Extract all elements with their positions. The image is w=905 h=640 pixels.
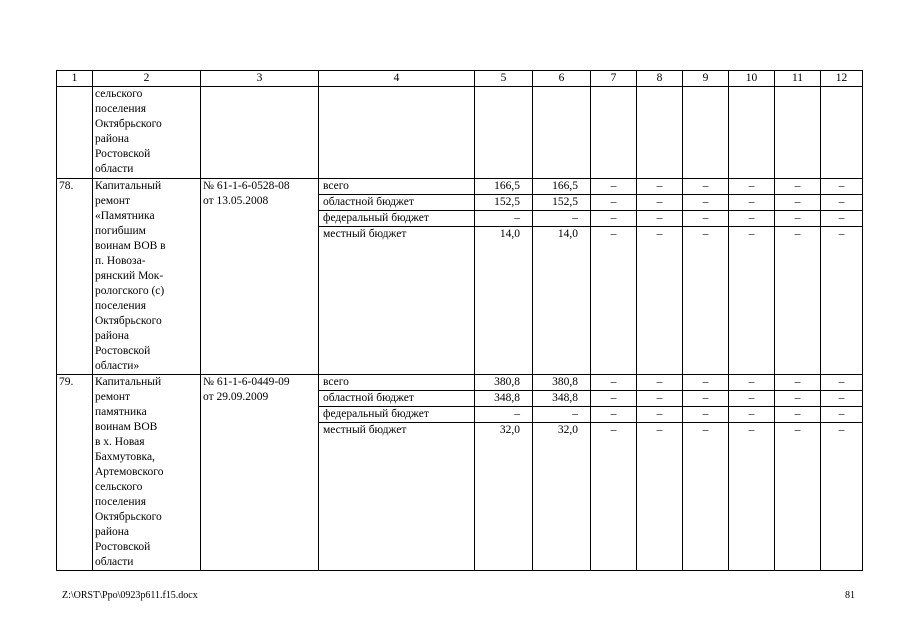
dash-value: – [591,391,636,407]
value-col6: – [533,407,590,423]
header-row [57,71,863,87]
funding-source: всего [319,179,474,195]
dash-value: – [821,375,862,391]
dash-value: – [683,391,728,407]
funding-source: областной бюджет [319,195,474,211]
dash-value: – [637,391,682,407]
dash-value: – [637,211,682,227]
dash-value: – [591,407,636,423]
dash-value: – [729,391,774,407]
funding-source-cell [319,179,475,375]
dash-value: – [794,424,801,436]
dash-cell [591,375,637,571]
value-col6-cell [533,375,591,571]
dash-value: – [637,375,682,391]
dash-value: – [775,195,820,211]
value-col6: 32,0 [557,424,578,436]
dash-cell [729,375,775,571]
dash-cell [591,179,637,375]
value-col5: 14,0 [499,228,520,240]
object-name: Капитальный ремонт «Памятника погибшим воинам ВОВ в п. Новоза- рянский Мок- рологского (с) поселения Октябрьского района Ростовской области» [93,179,201,375]
col-header: 9 [683,71,729,87]
col-header: 2 [93,71,201,87]
col-header: 12 [821,71,863,87]
value-col5-cell [475,375,533,571]
dash-value: – [729,375,774,391]
value-col5: 348,8 [475,391,532,407]
dash-value: – [794,228,801,240]
dash-cell [821,375,863,571]
funding-source-cell [319,375,475,571]
funding-source: областной бюджет [319,391,474,407]
value-col5-cell [475,179,533,375]
dash-value: – [748,424,755,436]
col-header: 4 [319,71,475,87]
dash-value: – [610,424,617,436]
col-header: 11 [775,71,821,87]
budget-table [56,70,863,571]
document-ref: № 61-1-6-0528-08 от 13.05.2008 [201,179,319,375]
dash-value: – [591,211,636,227]
dash-value: – [637,407,682,423]
dash-value: – [637,179,682,195]
dash-cell [637,375,683,571]
col-header: 1 [57,71,93,87]
dash-value: – [821,179,862,195]
dash-value: – [775,211,820,227]
dash-cell [683,179,729,375]
value-col5: – [475,407,532,423]
value-col5: 32,0 [499,424,520,436]
value-col6: – [533,211,590,227]
object-name: Капитальный ремонт памятника воинам ВОВ в х. Новая Бахмутовка, Артемовского сельского поселения Октябрьского района Ростовской области [93,375,201,571]
dash-value: – [821,195,862,211]
dash-value: – [838,228,845,240]
dash-value: – [729,407,774,423]
col-header: 10 [729,71,775,87]
col-header: 8 [637,71,683,87]
dash-value: – [702,228,709,240]
value-col5: 152,5 [475,195,532,211]
value-col6: 348,8 [533,391,590,407]
value-col5: 380,8 [475,375,532,391]
dash-value: – [656,424,663,436]
col-header: 3 [201,71,319,87]
table-body [57,179,863,571]
dash-value: – [591,179,636,195]
dash-value: – [729,195,774,211]
row-number: 78. [57,179,93,375]
dash-value: – [748,228,755,240]
value-col5: 166,5 [475,179,532,195]
dash-value: – [729,211,774,227]
dash-value: – [702,424,709,436]
col-header: 6 [533,71,591,87]
col-header: 7 [591,71,637,87]
dash-cell [775,179,821,375]
object-name: сельского поселения Октябрьского района Ростовской области [93,87,201,179]
dash-value: – [821,211,862,227]
dash-value: – [775,407,820,423]
dash-cell [821,179,863,375]
funding-source: местный бюджет [323,424,407,436]
dash-value: – [838,424,845,436]
table-row [57,375,863,571]
value-col5: – [475,211,532,227]
dash-cell [729,179,775,375]
dash-value: – [683,211,728,227]
dash-cell [683,375,729,571]
dash-value: – [637,195,682,211]
dash-value: – [775,179,820,195]
dash-value: – [683,407,728,423]
page-number: 81 [845,590,855,601]
funding-source: федеральный бюджет [319,211,474,227]
dash-value: – [729,179,774,195]
value-col6: 14,0 [557,228,578,240]
dash-value: – [591,375,636,391]
dash-value: – [683,195,728,211]
dash-value: – [821,407,862,423]
value-col6: 380,8 [533,375,590,391]
dash-cell [775,375,821,571]
dash-value: – [656,228,663,240]
file-path: Z:\ORST\Ppo\0923p611.f15.docx [62,590,198,601]
dash-cell [637,179,683,375]
dash-value: – [683,179,728,195]
dash-value: – [610,228,617,240]
dash-value: – [821,391,862,407]
row-number: 79. [57,375,93,571]
table-row [57,179,863,375]
dash-value: – [775,375,820,391]
col-header: 5 [475,71,533,87]
funding-source: федеральный бюджет [319,407,474,423]
document-ref: № 61-1-6-0449-09 от 29.09.2009 [201,375,319,571]
dash-value: – [775,391,820,407]
dash-value: – [591,195,636,211]
continuation-row [57,87,863,179]
dash-value: – [683,375,728,391]
value-col6: 166,5 [533,179,590,195]
value-col6-cell [533,179,591,375]
funding-source: всего [319,375,474,391]
value-col6: 152,5 [533,195,590,211]
funding-source: местный бюджет [323,228,407,240]
